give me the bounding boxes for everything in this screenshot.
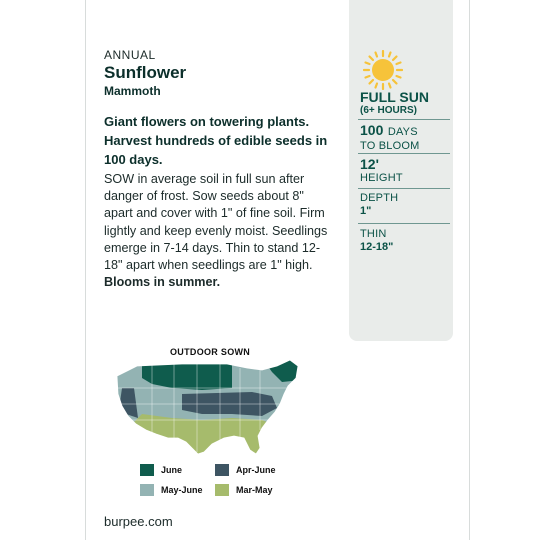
sun-icon (363, 50, 403, 90)
variety-name: Mammoth (104, 84, 161, 98)
days-label1: DAYS (387, 126, 418, 138)
legend-label: June (161, 465, 183, 475)
map-title: OUTDOOR SOWN (170, 347, 251, 357)
legend-label: Apr-June (236, 465, 276, 475)
thinning (360, 228, 450, 253)
legend-item-mar-may (215, 484, 273, 496)
us-sowing-map (112, 358, 302, 458)
legend-item-june (140, 464, 182, 476)
sun-line1: FULL SUN (360, 89, 429, 105)
sun-line2: (6+ HOURS) (360, 105, 417, 116)
days-to-bloom (360, 122, 450, 153)
depth-value: 1" (360, 205, 372, 217)
sowing-depth (360, 192, 450, 217)
legend-label: Mar-May (236, 485, 273, 495)
category-label: ANNUAL (104, 48, 156, 62)
thin-label: THIN (360, 228, 387, 240)
height-value: 12' (360, 156, 379, 172)
region-mar-may (112, 414, 272, 458)
sowing-instructions (104, 171, 334, 291)
bloom-note: Blooms in summer. (104, 275, 221, 290)
sun-requirement (360, 90, 450, 117)
days-label2: TO BLOOM (360, 140, 420, 152)
divider (358, 119, 450, 120)
height-label: HEIGHT (360, 172, 403, 184)
legend-item-may-june (140, 484, 203, 496)
divider (358, 153, 450, 154)
divider (358, 223, 450, 224)
plant-height (360, 157, 450, 185)
depth-label: DEPTH (360, 192, 399, 204)
thin-value: 12-18" (360, 241, 394, 253)
legend-label: May-June (161, 485, 203, 495)
legend-item-apr-june (215, 464, 276, 476)
instructions-text: SOW in average soil in full sun after danger of frost. Sow seeds about 8" apart and cover with 1" of fine soil. Firm lightly and keep evenly moist. Seedlings emerge in 7-14 days. Thin to stand 12-18" apart when seedlings are 1" high. (104, 172, 328, 273)
website-link[interactable]: burpee.com (104, 514, 173, 529)
days-value: 100 (360, 122, 384, 138)
legend-swatch (140, 464, 154, 476)
legend-swatch (215, 484, 229, 496)
legend-swatch (215, 464, 229, 476)
legend-swatch (140, 484, 154, 496)
divider (358, 188, 450, 189)
lead-description: Giant flowers on towering plants. Harvest hundreds of edible seeds in 100 days. (104, 114, 328, 167)
page-title: Sunflower (104, 63, 187, 82)
